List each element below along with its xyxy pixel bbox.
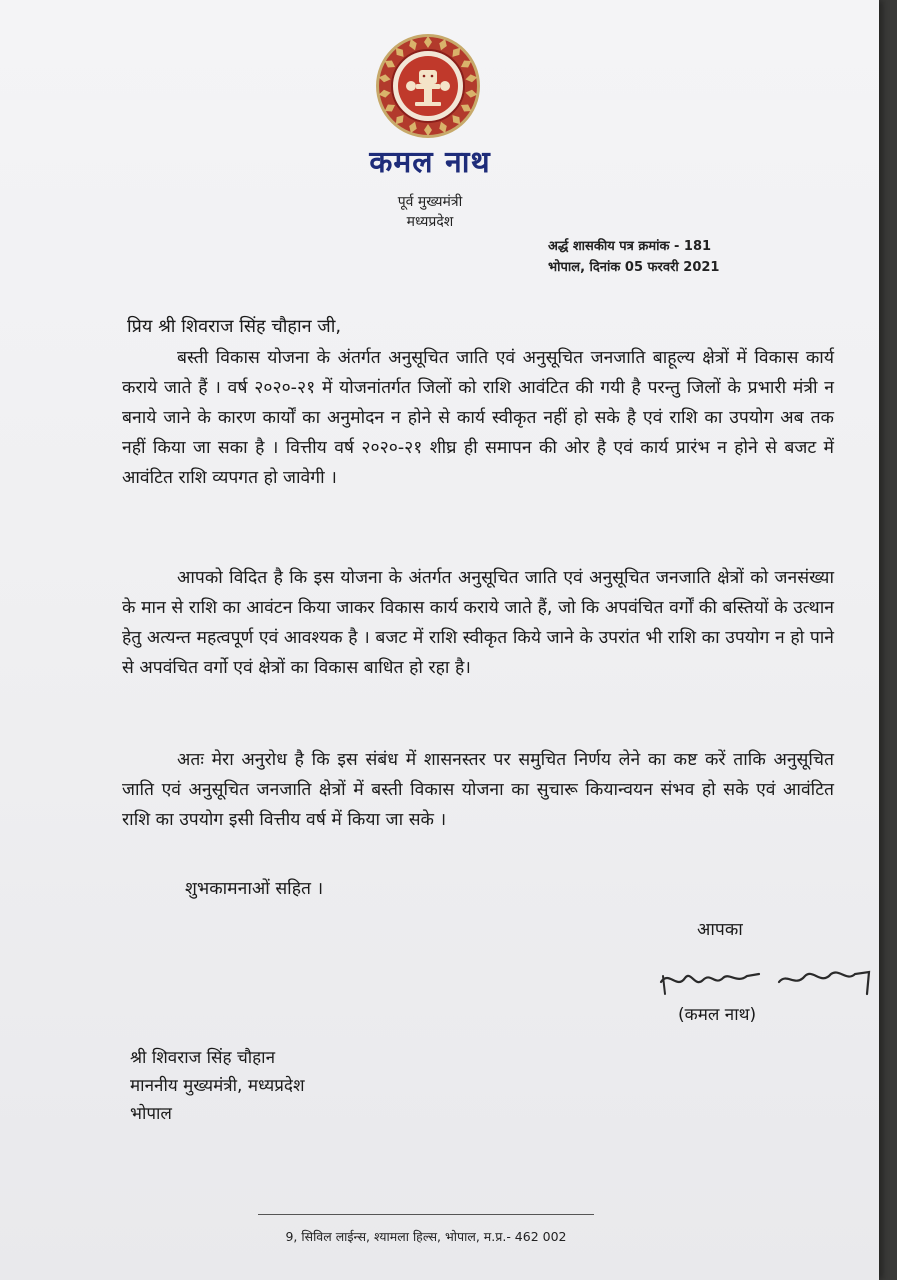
letterhead-name: कमल नाथ (369, 145, 491, 180)
place-date: भोपाल, दिनांक 05 फरवरी 2021 (548, 260, 720, 275)
addressee-name: श्री शिवराज सिंह चौहान (130, 1048, 276, 1068)
addressee-designation: माननीय मुख्यमंत्री, मध्यप्रदेश (130, 1076, 305, 1096)
letterhead-designation: पूर्व मुख्यमंत्री (397, 194, 463, 210)
signatory-name: (कमल नाथ) (678, 1005, 757, 1025)
footer-address: 9, सिविल लाईन्स, श्यामला हिल्स, भोपाल, म.प्र.- 462 002 (285, 1229, 567, 1244)
letter-number: अर्द्ध शासकीय पत्र क्रमांक - 181 (548, 239, 712, 254)
handwritten-signature (655, 960, 885, 1006)
closing-line: शुभकामनाओं सहित । (185, 879, 324, 899)
paragraph-2: आपको विदित है कि इस योजना के अंतर्गत अनुसूचित जाति एवं अनुसूचित जनजाति क्षेत्रों को जनसंख्या के मान से राशि का आवंटन किया जाकर विकास कार्य कराये जाते हैं, जो कि अपवंचित वर्गों की बस्तियों के उत्थान हेतु अत्यन्त महत्वपूर्ण एवं आवश्यक है । बजट में राशि स्वीकृत किये जाने के उपरांत भी राशि का उपयोग न हो पाने से अपवंचित वर्गो एवं क्षेत्रों का विकास बाधित हो रहा है। (122, 568, 834, 678)
emblem-seal (374, 32, 482, 140)
addressee-city: भोपाल (130, 1104, 172, 1124)
letterhead-state: मध्यप्रदेश (406, 214, 454, 230)
salutation: प्रिय श्री शिवराज सिंह चौहान जी, (127, 316, 342, 337)
valediction: आपका (697, 920, 743, 940)
paragraph-3: अतः मेरा अनुरोध है कि इस संबंध में शासनस्तर पर समुचित निर्णय लेने का कष्ट करें ताकि अनुसूचित जाति एवं अनुसूचित जनजाति क्षेत्रों में बस्ती विकास योजना का सुचारू कियान्वयन संभव हो सके एवं आवंटित राशि का उपयोग इसी वित्तीय वर्ष में किया जा सके । (122, 750, 834, 830)
madhya-pradesh-emblem (374, 32, 482, 140)
paragraph-1: बस्ती विकास योजना के अंतर्गत अनुसूचित जाति एवं अनुसूचित जनजाति बाहूल्य क्षेत्रों में विकास कार्य कराये जाते हैं । वर्ष २०२०-२१ में योजनांतर्गत जिलों को राशि आवंटित की गयी है परन्तु जिलों के प्रभारी मंत्री न बनाये जाने के कारण कार्यों का अनुमोदन न होने से कार्य स्वीकृत नहीं हो सके है एवं राशि का उपयोग अब तक नहीं किया जा सका है । वित्तीय वर्ष २०२०-२१ शीघ्र ही समापन की ओर है एवं कार्य प्रारंभ न होने से बजट में आवंटित राशि व्यपगत हो जावेगी । (122, 348, 834, 488)
footer-divider (258, 1214, 594, 1215)
